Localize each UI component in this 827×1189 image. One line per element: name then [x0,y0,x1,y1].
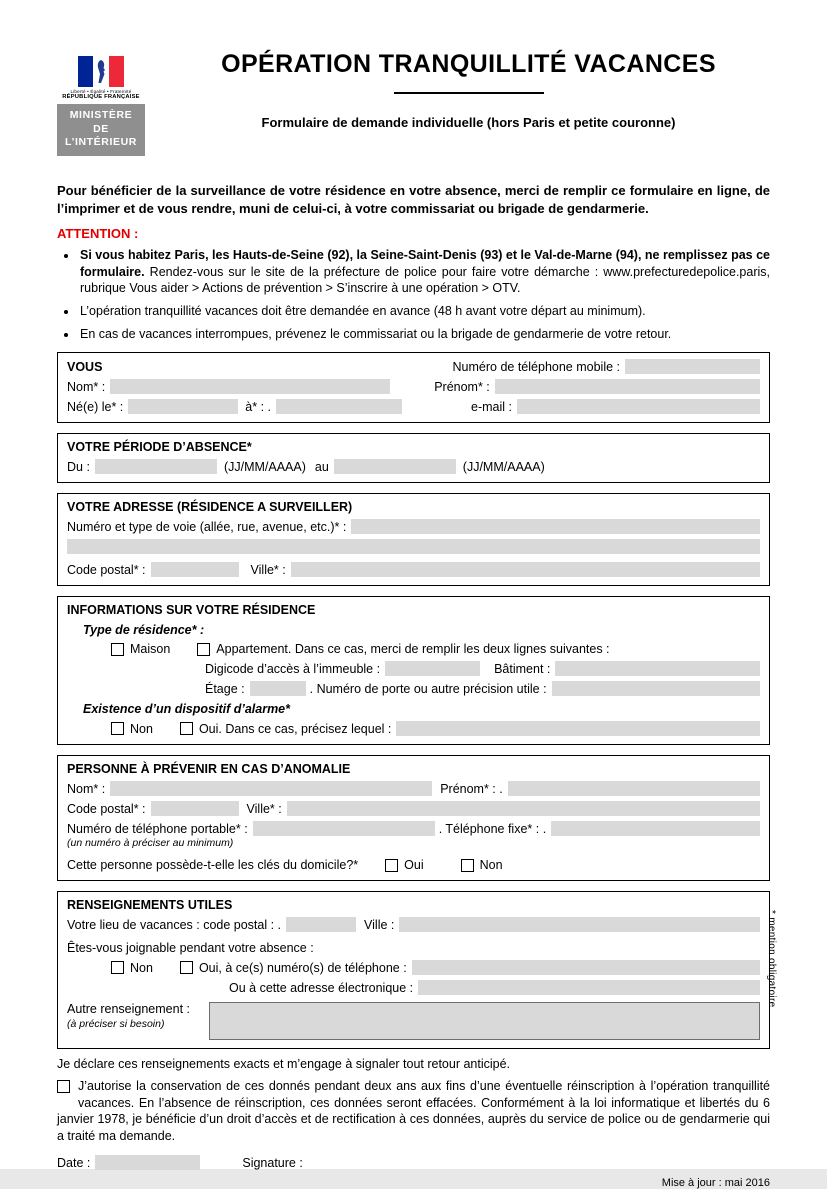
contact-phone-note: (un numéro à préciser au minimum) [67,837,234,850]
header [57,48,770,170]
attention-item-paris-bold: Si vous habitez Paris, les Hauts-de-Seine (92), la Seine-Saint-Denis (93) et le Val-de-Marne (94), ne remplissez pas ce formulaire. [80,248,770,279]
attention-item-paris [78,247,770,297]
other-info-textarea[interactable] [209,1002,760,1040]
section-personne [57,755,770,881]
date-from-label: Du : [67,459,90,474]
logo-top [57,50,145,104]
birthdate-field[interactable] [128,399,238,414]
postal-code-label: Code postal* : [67,562,146,577]
title-underline [394,92,544,94]
section-periode-title: VOTRE PÉRIODE D’ABSENCE* [67,440,252,455]
alarme-oui-label: Oui. Dans ce cas, précisez lequel : [198,721,392,736]
reachable-non-checkbox[interactable] [111,961,124,974]
contact-mobile-label: Numéro de téléphone portable* : [67,821,248,836]
section-periode [57,433,770,483]
ministry-name-line1: MINISTÈRE [69,109,133,121]
batiment-label: Bâtiment : [494,661,551,676]
contact-postal-code-field[interactable] [151,801,239,816]
date-from-field[interactable] [95,459,217,474]
marianne-icon [93,58,109,85]
attention-label: ATTENTION : [57,226,139,242]
alarme-oui-checkbox[interactable] [180,722,193,735]
consent-block [57,1078,770,1144]
ministry-logo [57,50,145,156]
attention-item-paris-rest: Rendez-vous sur le site de la préfecture de police pour faire votre démarche : www.prefecturedepolice.paris, rubrique Vous aider > Actions de prévention > S’inscrire à une opération > OTV. [80,264,770,296]
batiment-field[interactable] [555,661,760,676]
ministry-name-line3: L’INTÉRIEUR [65,136,137,149]
contact-lastname-label: Nom* : [67,781,106,796]
signature-label: Signature : [242,1155,303,1170]
alarme-non-label: Non [130,721,153,736]
contact-mobile-field[interactable] [253,821,435,836]
keys-question-label: Cette personne possède-t-elle les clés du domicile?* [67,858,359,873]
porte-label: . Numéro de porte ou autre précision utile : [309,681,547,696]
contact-city-field[interactable] [287,801,760,816]
birthplace-label: à* : . [245,399,271,414]
contact-city-label: Ville* : [246,801,282,816]
city-field[interactable] [291,562,760,577]
vacation-postal-code-field[interactable] [286,917,356,932]
reachable-non-label: Non [130,960,153,975]
consent-text: J’autorise la conservation de ces donnés pendant deux ans aux fins d’une éventuelle réinscription à l’opération tranquillité vacances. En l’absence de réinscription, ces données seront effacées. Conformément à la loi informatique et libertés du 6 janvier 1978, je bénéficie d’un droit d’accès et de rectification à ces données, auprès du service de police ou de gendarmerie qui a traité ma demande. [57,1079,770,1143]
other-info-labels [67,1002,209,1031]
date-label: Date : [57,1155,91,1170]
date-signature-row [57,1155,770,1170]
date-format-label-2: (JJ/MM/AAAA) [462,459,545,474]
title-area [167,48,770,130]
digicode-label: Digicode d’accès à l’immeuble : [205,661,381,676]
digicode-field[interactable] [385,661,480,676]
alarme-non-checkbox[interactable] [111,722,124,735]
intro-paragraph: Pour bénéficier de la surveillance de votre résidence en votre absence, merci de remplir ce formulaire en ligne, de l’imprimer et de vous rendre, muni de celui-ci, à votre commissariat ou brigade de gendarmerie. [57,183,770,216]
logo-republique: RÉPUBLIQUE FRANÇAISE [62,94,140,100]
birthdate-label: Né(e) le* : [67,399,124,414]
contact-landline-label: . Téléphone fixe* : . [438,821,547,836]
form-subtitle: Formulaire de demande individuelle (hors Paris et petite couronne) [261,115,676,130]
reachable-oui-label: Oui, à ce(s) numéro(s) de téléphone : [198,960,407,975]
ministry-name-line2: DE [93,122,109,135]
logo-motto: Liberté • Égalité • Fraternité [70,89,132,94]
section-residence [57,596,770,745]
mobile-phone-label: Numéro de téléphone mobile : [452,359,620,374]
keys-oui-checkbox[interactable] [385,859,398,872]
vacation-city-field[interactable] [399,917,760,932]
street-field-line2[interactable] [67,539,760,554]
section-residence-title: INFORMATIONS SUR VOTRE RÉSIDENCE [67,603,316,618]
french-flag-icon [78,56,124,87]
reachable-email-label: Ou à cette adresse électronique : [229,980,414,995]
porte-field[interactable] [552,681,760,696]
maison-label: Maison [130,642,171,657]
section-renseignements-title: RENSEIGNEMENTS UTILES [67,898,233,913]
alarme-precision-field[interactable] [396,721,760,736]
section-renseignements [57,891,770,1049]
postal-code-field[interactable] [151,562,239,577]
keys-non-checkbox[interactable] [461,859,474,872]
date-to-field[interactable] [334,459,456,474]
attention-item-delai: • L’opération tranquillité vacances doit être demandée en avance (48 h avant votre départ au minimum). [78,303,770,320]
contact-landline-field[interactable] [551,821,760,836]
contact-lastname-field[interactable] [110,781,432,796]
appartement-checkbox[interactable] [197,643,210,656]
reachable-phone-field[interactable] [412,960,760,975]
reachable-oui-checkbox[interactable] [180,961,193,974]
birthplace-field[interactable] [276,399,402,414]
email-field[interactable] [517,399,760,414]
street-field-line1[interactable] [351,519,760,534]
attention-item-retour: • En cas de vacances interrompues, prévenez le commissariat ou la brigade de gendarmerie de votre retour. [78,326,770,343]
etage-label: Étage : [205,681,245,696]
vacation-postal-code-label: Votre lieu de vacances : code postal : . [67,917,282,932]
firstname-label: Prénom* : [434,379,490,394]
contact-firstname-field[interactable] [508,781,760,796]
reachable-email-field[interactable] [418,980,760,995]
keys-non-label: Non [479,858,503,873]
mobile-phone-field[interactable] [625,359,760,374]
section-personne-title: PERSONNE À PRÉVENIR EN CAS D’ANOMALIE [67,762,351,777]
maison-checkbox[interactable] [111,643,124,656]
last-updated-text: Mise à jour : mai 2016 [661,1177,770,1189]
date-format-label-1: (JJ/MM/AAAA) [223,459,306,474]
appartement-label: Appartement. Dans ce cas, merci de remplir les deux lignes suivantes : [216,642,610,657]
declaration-text: Je déclare ces renseignements exacts et m’engage à signaler tout retour anticipé. [57,1057,511,1072]
contact-postal-code-label: Code postal* : [67,801,146,816]
alarme-label: Existence d’un dispositif d’alarme* [83,702,291,717]
section-adresse [57,493,770,586]
date-field[interactable] [95,1155,200,1170]
reachable-question-label: Êtes-vous joignable pendant votre absence : [67,941,314,956]
email-label: e-mail : [471,399,512,414]
date-to-label: au [314,459,329,474]
firstname-field[interactable] [495,379,760,394]
vacation-city-label: Ville : [364,917,395,932]
etage-field[interactable] [250,681,306,696]
ministry-name [57,104,145,156]
consent-checkbox[interactable] [57,1080,70,1093]
page-title: OPÉRATION TRANQUILLITÉ VACANCES [221,50,716,78]
other-info-label: Autre renseignement : [67,1002,190,1017]
other-info-note: (à préciser si besoin) [67,1018,165,1031]
lastname-field[interactable] [110,379,390,394]
city-label: Ville* : [250,562,286,577]
street-label: Numéro et type de voie (allée, rue, avenue, etc.)* : [67,519,347,534]
other-info-row [67,1002,760,1040]
section-vous-title: VOUS [67,359,103,374]
attention-list [78,247,770,342]
section-adresse-title: VOTRE ADRESSE (RÉSIDENCE A SURVEILLER) [67,500,353,515]
contact-firstname-label: Prénom* : . [440,781,503,796]
section-vous [57,352,770,423]
residence-type-label: Type de résidence* : [83,623,205,638]
mandatory-field-note: * mention obligatoire [766,910,777,1008]
keys-oui-label: Oui [404,858,424,873]
lastname-label: Nom* : [67,379,106,394]
